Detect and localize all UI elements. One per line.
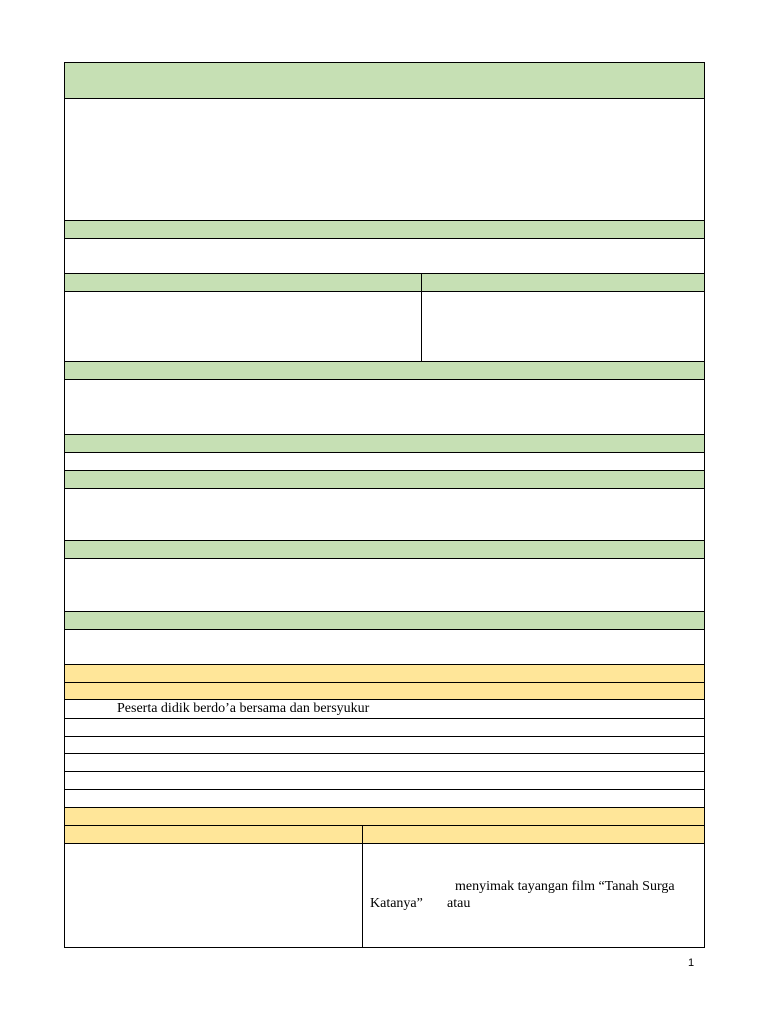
- section-body: [64, 629, 705, 664]
- media-text-line-1: menyimak tayangan film “Tanah Surga: [455, 879, 675, 894]
- section-header-green: [64, 220, 705, 238]
- media-text-line-2a: Katanya”: [370, 896, 423, 911]
- section-body-split: [64, 291, 705, 361]
- section-body: [64, 558, 705, 611]
- section-header-green: [64, 470, 705, 488]
- activity-row: [64, 753, 705, 771]
- section-header-yellow: [64, 664, 705, 682]
- section-header-yellow: [64, 807, 705, 825]
- activity-row: [64, 718, 705, 736]
- section-body: [64, 98, 705, 220]
- page-number: 1: [688, 957, 695, 969]
- section-header-yellow-split: [64, 825, 705, 843]
- activity-row: [64, 736, 705, 753]
- activity-row: [64, 771, 705, 789]
- section-header-green: [64, 62, 705, 98]
- section-header-green: [64, 611, 705, 629]
- activity-text: Peserta didik berdo’a bersama dan bersyukur: [117, 701, 370, 716]
- column-divider: [362, 844, 363, 947]
- section-body: [64, 238, 705, 273]
- section-body: [64, 452, 705, 470]
- column-divider: [421, 292, 422, 361]
- section-header-green: [64, 434, 705, 452]
- section-header-yellow: [64, 682, 705, 699]
- section-header-green: [64, 361, 705, 379]
- activity-row: [64, 699, 705, 718]
- section-header-green-split: [64, 273, 705, 291]
- section-body: [64, 488, 705, 540]
- column-divider: [421, 274, 422, 291]
- column-divider: [362, 826, 363, 843]
- section-body-split: [64, 843, 705, 948]
- media-text-line-2b: atau: [447, 896, 471, 911]
- activity-row: [64, 789, 705, 807]
- section-body: [64, 379, 705, 434]
- section-header-green: [64, 540, 705, 558]
